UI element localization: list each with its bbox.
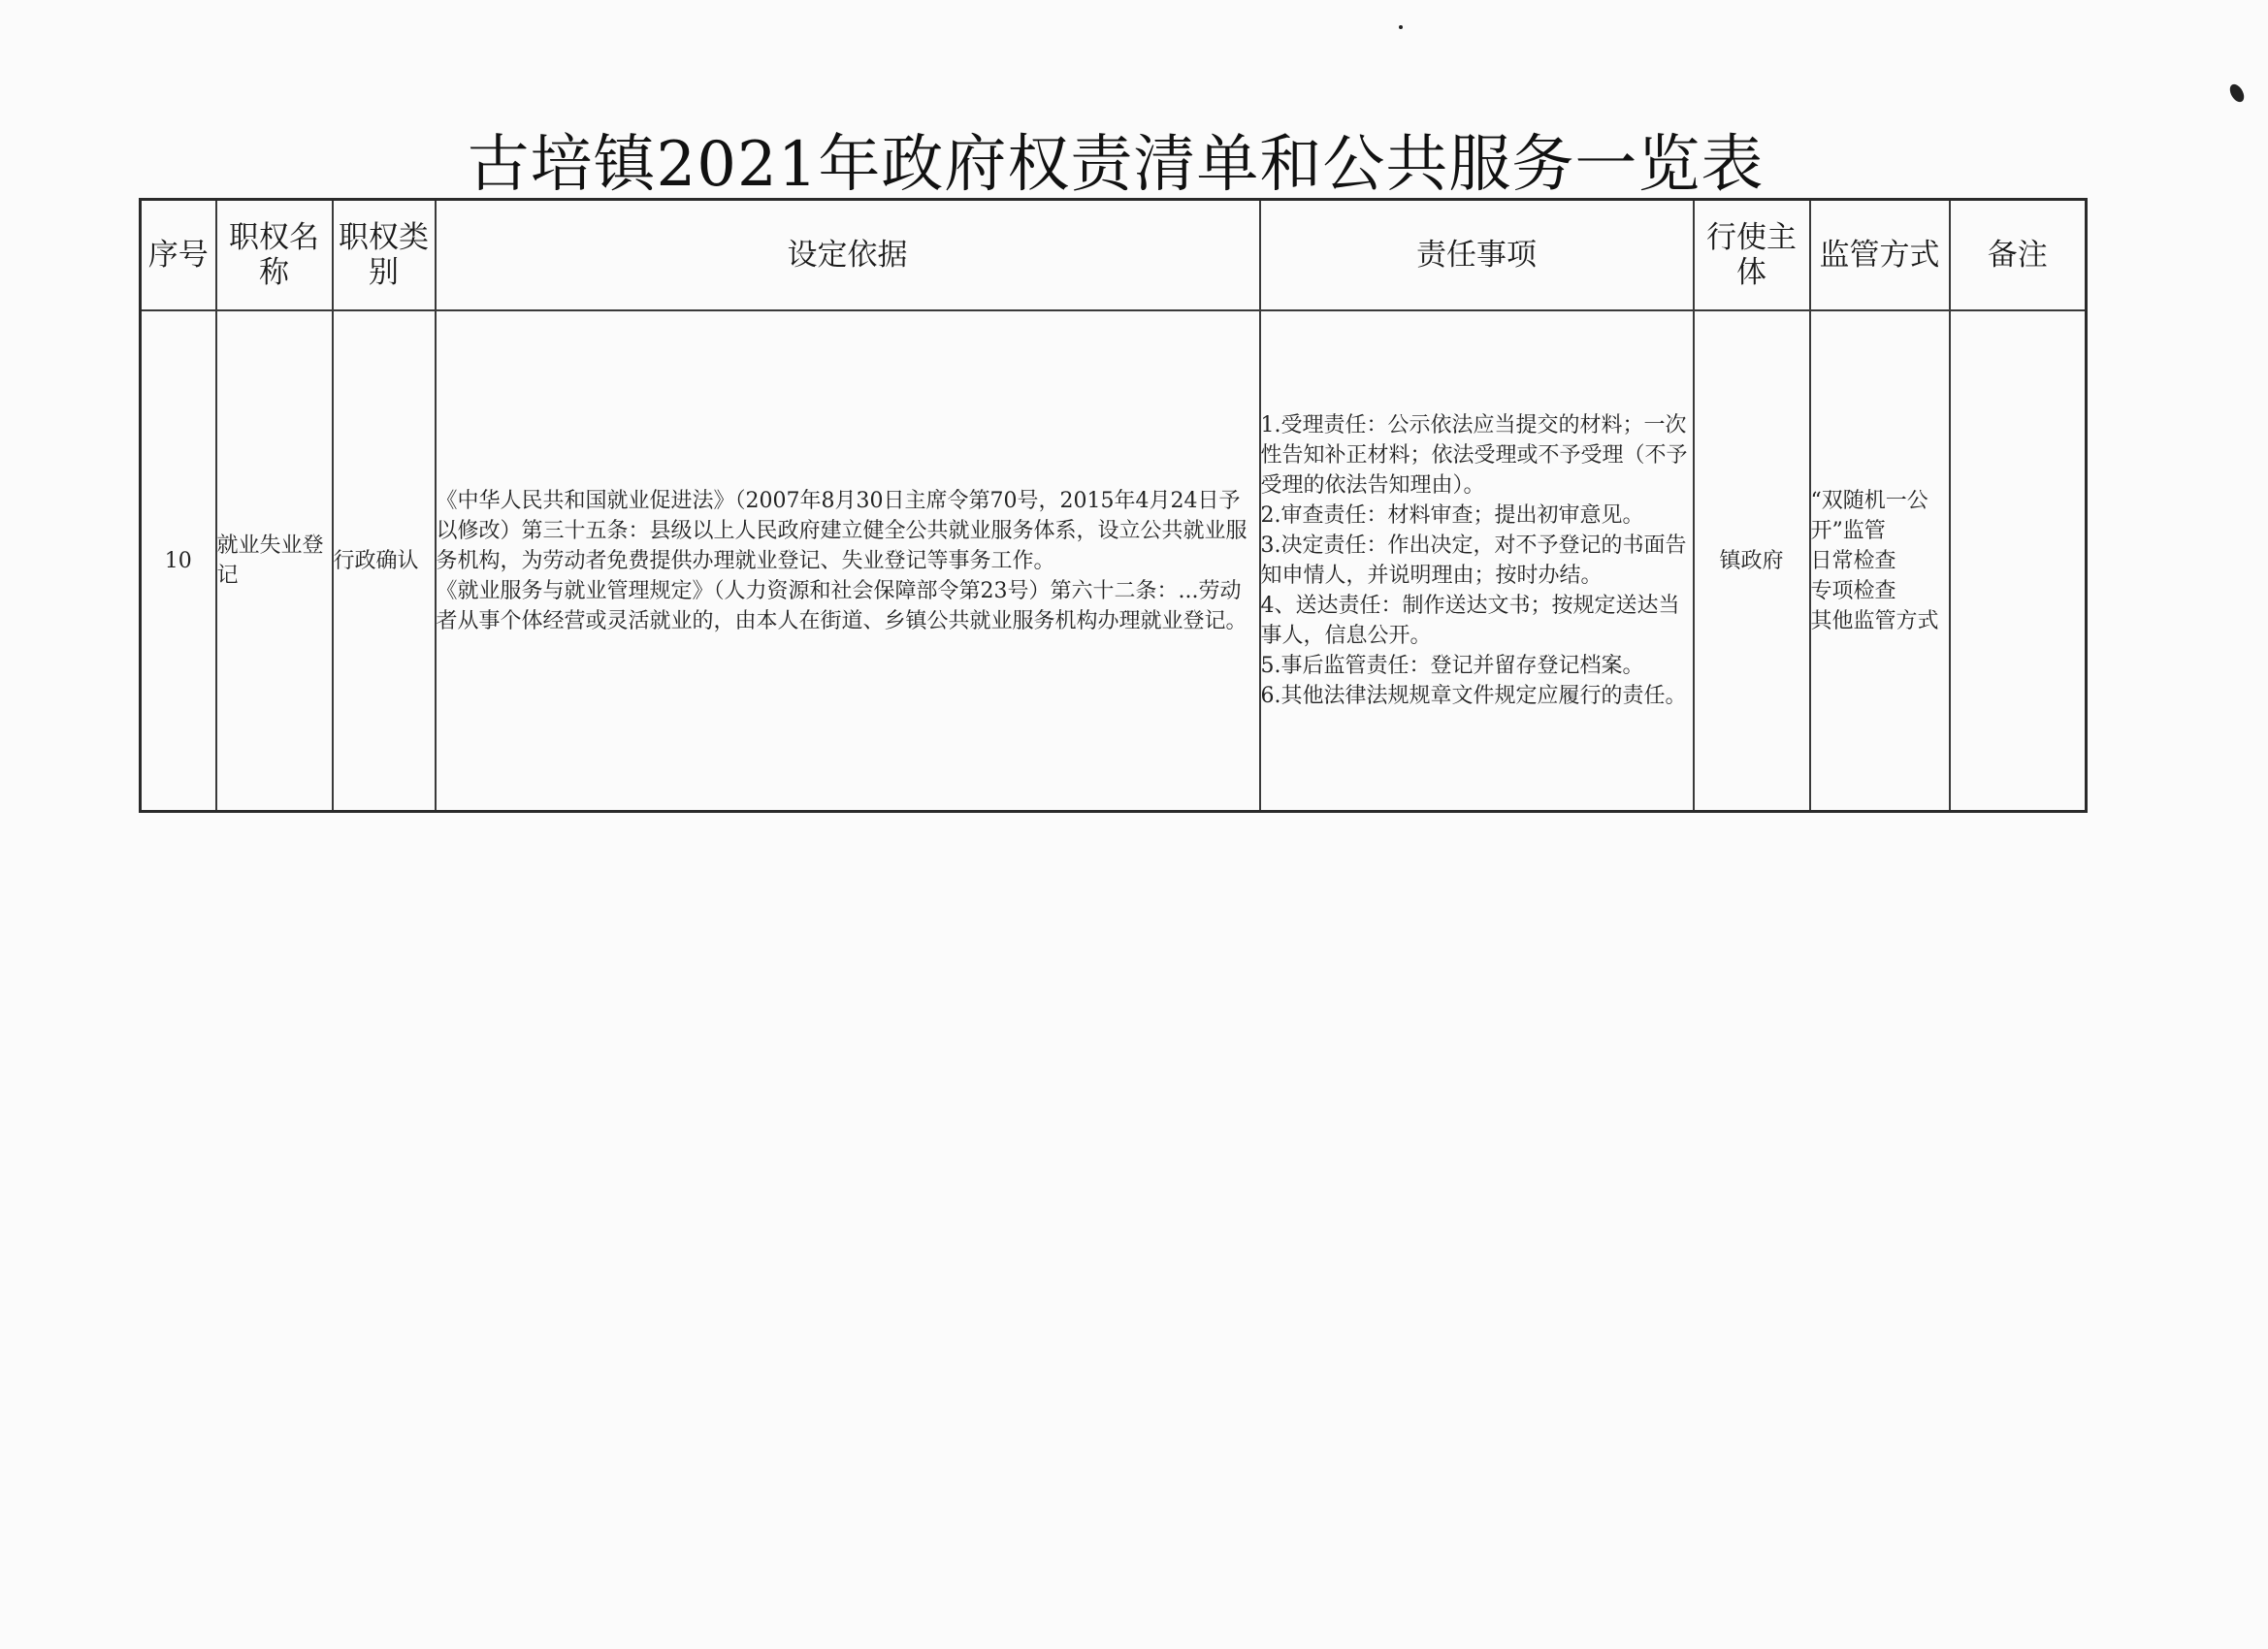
duty-item: 4、送达责任：制作送达文书；按规定送达当事人，信息公开。 <box>1260 594 1680 648</box>
header-remarks: 备注 <box>1950 200 2087 311</box>
table-body <box>141 310 2087 812</box>
supervision-item: 日常检查 <box>1810 548 1896 573</box>
supervision-item: “双随机一公开”监管 <box>1810 488 1928 543</box>
cell-duties <box>1260 310 1694 812</box>
table-header <box>141 200 2087 311</box>
header-supervision: 监管方式 <box>1810 200 1950 311</box>
supervision-item: 其他监管方式 <box>1810 608 1939 633</box>
header-power-name: 职权名称 <box>216 200 333 311</box>
cell-supervision <box>1810 310 1950 812</box>
header-duties: 责任事项 <box>1260 200 1694 311</box>
basis-paragraph: 《中华人民共和国就业促进法》（2007年8月30日主席令第70号，2015年4月24日予以修改）第三十五条：县级以上人民政府建立健全公共就业服务体系，设立公共就业服务机构，为劳动者免费提供办理就业登记、失业登记等事务工作。 <box>436 488 1247 573</box>
duty-item: 3.决定责任：作出决定，对不予登记的书面告知申情人，并说明理由；按时办结。 <box>1260 534 1687 588</box>
header-seq: 序号 <box>141 200 216 311</box>
power-list-table <box>139 198 2088 813</box>
header-row <box>141 200 2087 311</box>
duty-item: 2.审查责任：材料审查；提出初审意见。 <box>1260 503 1644 528</box>
scan-speck <box>2227 81 2247 104</box>
table-row <box>141 310 2087 812</box>
basis-paragraph: 《就业服务与就业管理规定》（人力资源和社会保障部令第23号）第六十二条：...劳动者从事个体经营或灵活就业的，由本人在街道、乡镇公共就业服务机构办理就业登记。 <box>436 578 1247 633</box>
header-power-type: 职权类别 <box>333 200 436 311</box>
supervision-item: 专项检查 <box>1810 578 1896 603</box>
cell-power-name: 就业失业登记 <box>216 310 333 812</box>
cell-subject: 镇政府 <box>1694 310 1810 812</box>
cell-remarks <box>1950 310 2087 812</box>
duty-item: 1.受理责任：公示依法应当提交的材料；一次性告知补正材料；依法受理或不予受理（不予受理的依法告知理由）。 <box>1260 413 1688 498</box>
header-basis: 设定依据 <box>436 200 1260 311</box>
cell-seq: 10 <box>141 310 216 812</box>
header-subject: 行使主体 <box>1694 200 1810 311</box>
cell-power-type: 行政确认 <box>333 310 436 812</box>
page-title: 古培镇2021年政府权责清单和公共服务一览表 <box>467 129 1765 201</box>
duty-item: 5.事后监管责任：登记并留存登记档案。 <box>1260 654 1644 678</box>
cell-basis <box>436 310 1260 812</box>
scan-speck <box>1399 25 1403 29</box>
duty-item: 6.其他法律法规规章文件规定应履行的责任。 <box>1260 684 1687 708</box>
